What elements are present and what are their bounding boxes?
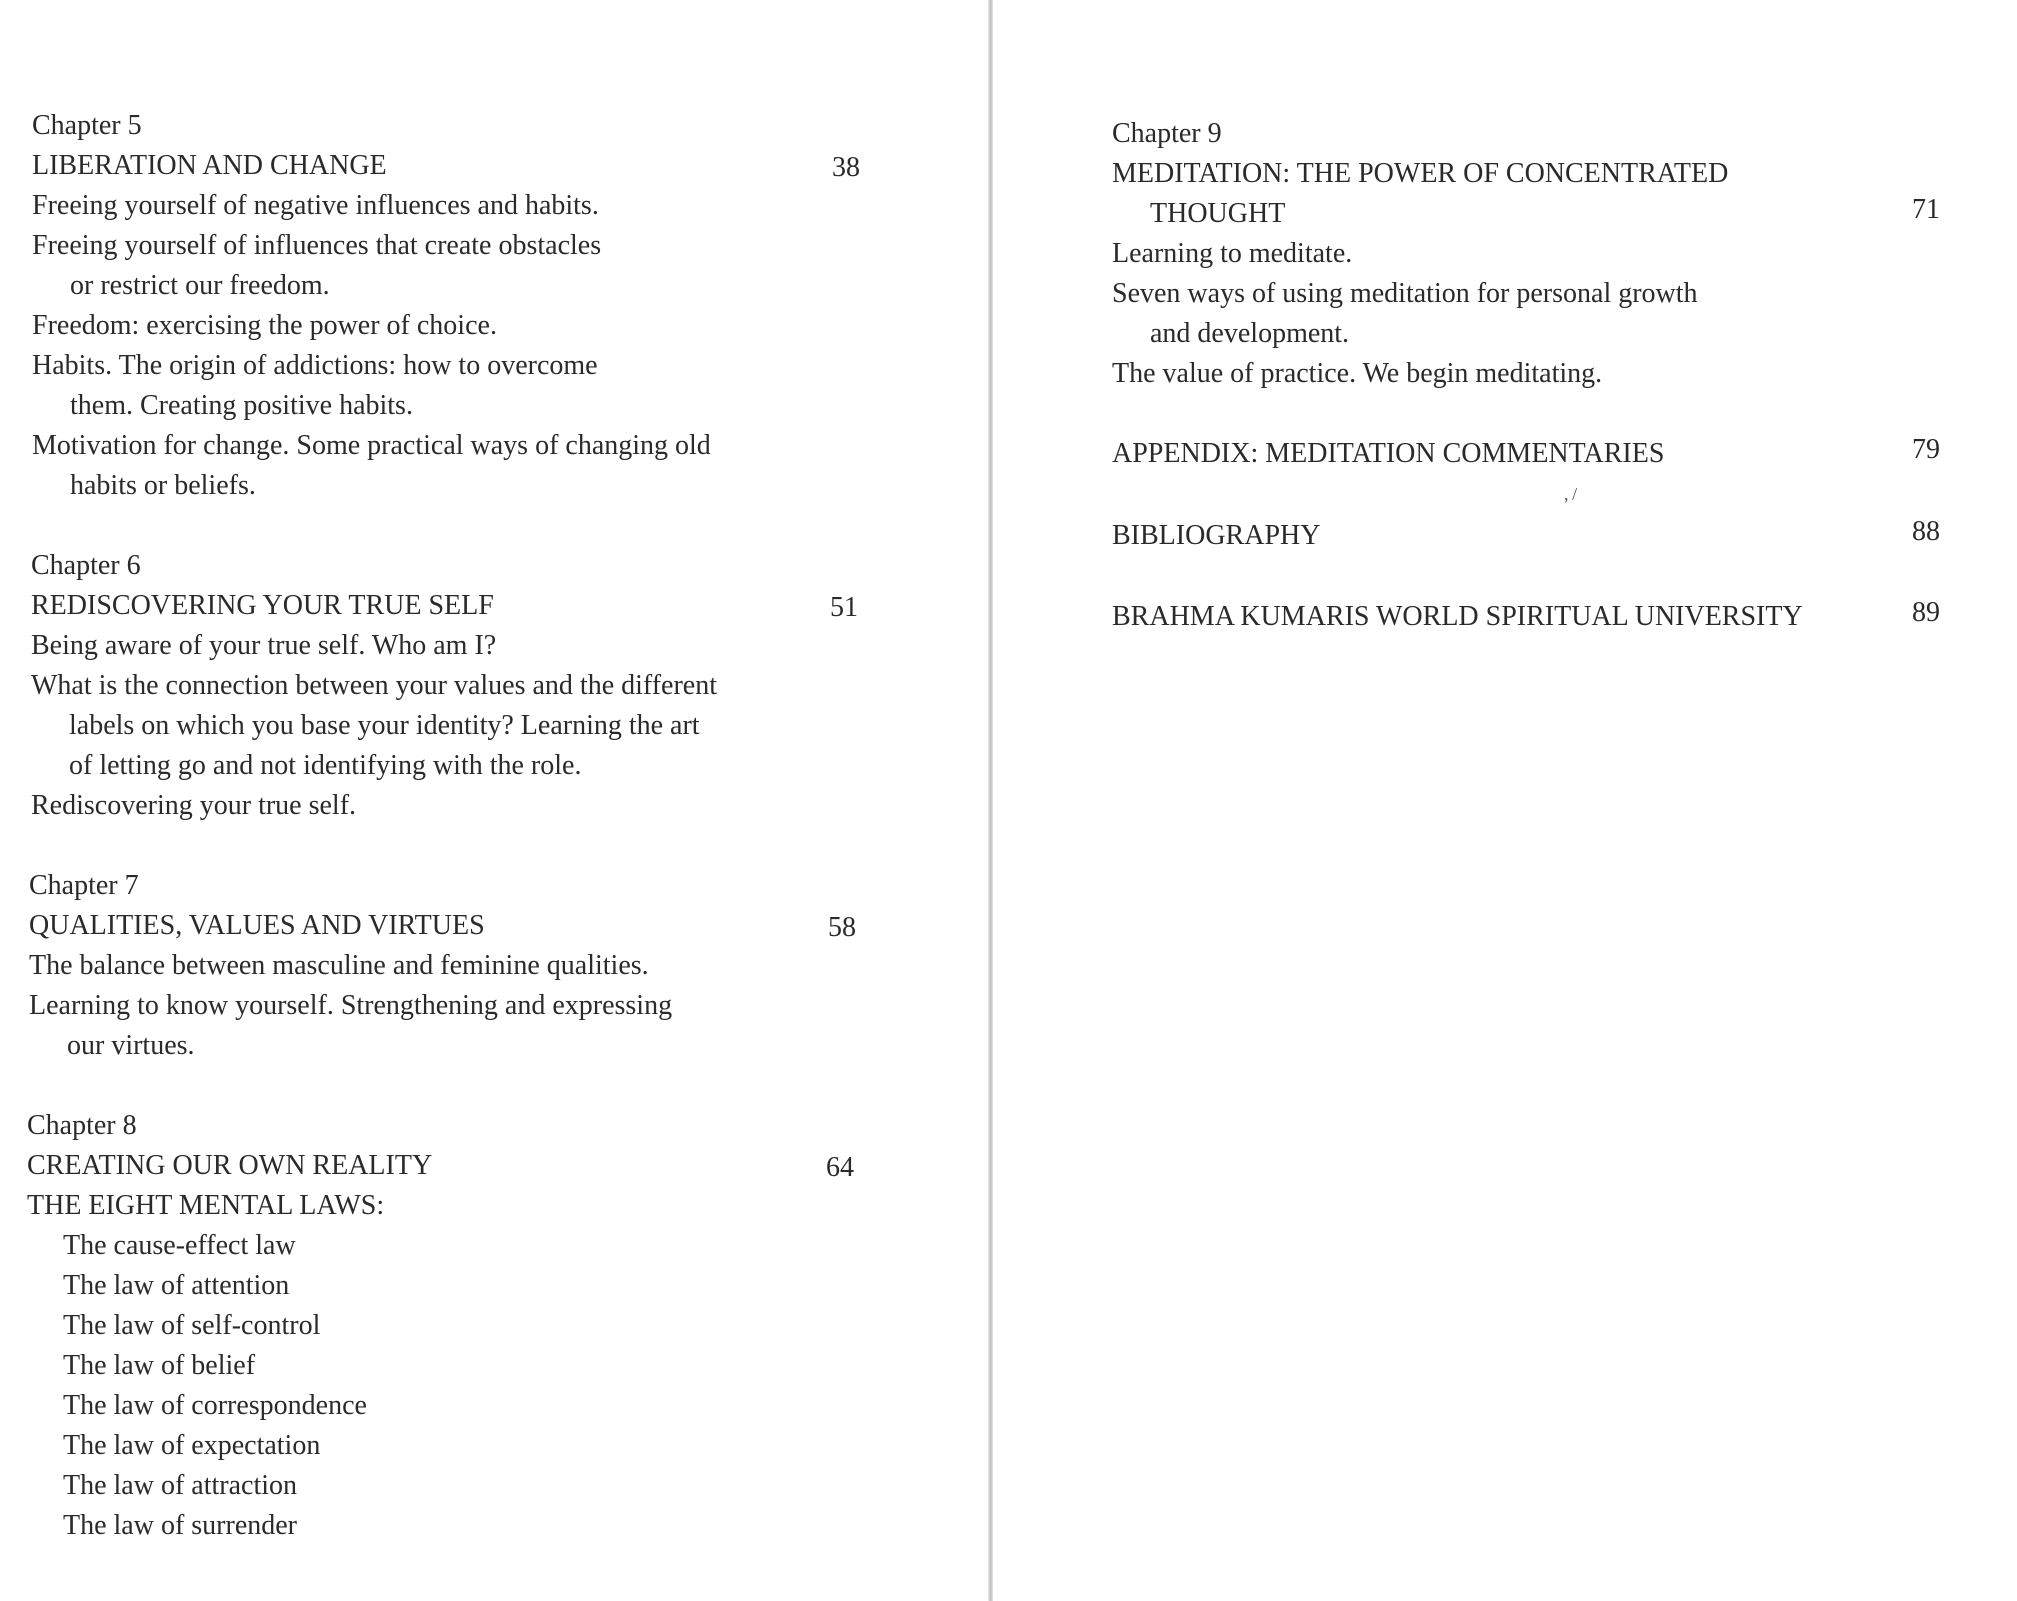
page-number: 88 bbox=[1912, 516, 1940, 547]
toc-line: The value of practice. We begin meditating. bbox=[1112, 358, 1603, 389]
toc-line: The law of attention bbox=[63, 1270, 290, 1301]
chapter-9-entry bbox=[1112, 114, 1728, 394]
page-number: 79 bbox=[1912, 434, 1940, 465]
chapter-title: REDISCOVERING YOUR TRUE SELF bbox=[31, 590, 494, 621]
right-page: Chapter 9 MEDITATION: THE POWER OF CONCENTRATED THOUGHT Learning to meditate. Seven ways of using meditation for personal growth and development. The value of practice. We begin meditating. 71 APPENDIX: MEDITATION COMMENTARIES 79 , / BIBLIOGRAPHY 88 BRAHMA KUMARIS WORLD SPIRITUAL UNIVERSITY 89 bbox=[994, 0, 2017, 1601]
chapter-6-entry bbox=[31, 546, 717, 826]
toc-line: and development. bbox=[1150, 318, 1350, 349]
toc-line: Motivation for change. Some practical ways of changing old bbox=[32, 430, 711, 461]
brahma-kumaris-title: BRAHMA KUMARIS WORLD SPIRITUAL UNIVERSITY bbox=[1112, 601, 1803, 632]
toc-line: Seven ways of using meditation for personal growth bbox=[1112, 278, 1698, 309]
chapter-title-continued: THOUGHT bbox=[1150, 198, 1286, 229]
toc-line: our virtues. bbox=[67, 1030, 195, 1061]
toc-line: THE EIGHT MENTAL LAWS: bbox=[27, 1190, 385, 1221]
bibliography-title: BIBLIOGRAPHY bbox=[1112, 520, 1321, 551]
toc-line: them. Creating positive habits. bbox=[70, 390, 413, 421]
chapter-7-entry bbox=[29, 866, 672, 1066]
chapter-title: QUALITIES, VALUES AND VIRTUES bbox=[29, 910, 485, 941]
toc-line: The law of correspondence bbox=[63, 1390, 367, 1421]
toc-line: Being aware of your true self. Who am I? bbox=[31, 630, 497, 661]
appendix-title: APPENDIX: MEDITATION COMMENTARIES bbox=[1112, 438, 1665, 469]
toc-line: The balance between masculine and feminine qualities. bbox=[29, 950, 649, 981]
toc-line: The cause-effect law bbox=[63, 1230, 296, 1261]
book-gutter bbox=[988, 0, 993, 1601]
chapter-5-entry bbox=[32, 106, 711, 506]
chapter-label: Chapter 6 bbox=[31, 550, 141, 581]
chapter-label: Chapter 5 bbox=[32, 110, 142, 141]
toc-line: Learning to know yourself. Strengthening and expressing bbox=[29, 990, 673, 1021]
page-number: 51 bbox=[830, 592, 858, 623]
toc-line: The law of self-control bbox=[63, 1310, 321, 1341]
toc-line: The law of expectation bbox=[63, 1430, 321, 1461]
toc-line: Learning to meditate. bbox=[1112, 238, 1353, 269]
toc-line: The law of surrender bbox=[63, 1510, 298, 1541]
page-number: 38 bbox=[832, 152, 860, 183]
toc-line: Habits. The origin of addictions: how to overcome bbox=[32, 350, 598, 381]
chapter-8-entry bbox=[27, 1106, 432, 1546]
page-number: 64 bbox=[826, 1152, 854, 1183]
page-number: 58 bbox=[828, 912, 856, 943]
toc-line: The law of attraction bbox=[63, 1470, 298, 1501]
toc-line: or restrict our freedom. bbox=[70, 270, 330, 301]
toc-line: of letting go and not identifying with the role. bbox=[69, 750, 582, 781]
chapter-title: CREATING OUR OWN REALITY bbox=[27, 1150, 433, 1181]
toc-line: labels on which you base your identity? Learning the art bbox=[69, 710, 700, 741]
chapter-title: LIBERATION AND CHANGE bbox=[32, 150, 387, 181]
chapter-label: Chapter 8 bbox=[27, 1110, 137, 1141]
toc-line: Freeing yourself of influences that create obstacles bbox=[32, 230, 602, 261]
chapter-title: MEDITATION: THE POWER OF CONCENTRATED bbox=[1112, 158, 1729, 189]
chapter-label: Chapter 9 bbox=[1112, 118, 1222, 149]
toc-line: habits or beliefs. bbox=[70, 470, 256, 501]
left-page bbox=[0, 0, 990, 1601]
toc-line: Freeing yourself of negative influences and habits. bbox=[32, 190, 599, 221]
toc-line: What is the connection between your values and the different bbox=[31, 670, 718, 701]
toc-line: Rediscovering your true self. bbox=[31, 790, 357, 821]
page-number: 89 bbox=[1912, 597, 1940, 628]
chapter-label: Chapter 7 bbox=[29, 870, 139, 901]
toc-line: The law of belief bbox=[63, 1350, 256, 1381]
page-number: 71 bbox=[1912, 194, 1940, 225]
toc-line: Freedom: exercising the power of choice. bbox=[32, 310, 497, 341]
